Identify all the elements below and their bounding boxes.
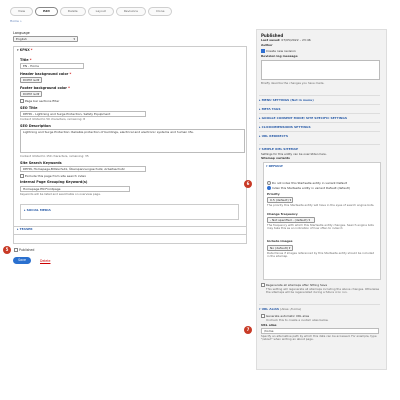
tab-clone[interactable]: Clone (148, 7, 173, 16)
regen-row[interactable]: Regenerate all sitemaps after hitting Save (261, 283, 327, 288)
gen-alias-hint: Uncheck this to create a custom alias below. (266, 318, 329, 322)
default-toggle[interactable]: ▾ DEFAULT (266, 164, 283, 168)
title-input[interactable]: EN - Home (20, 63, 84, 69)
social-media-toggle[interactable]: ▸ SOCIAL MEDIA (24, 208, 51, 212)
opt-no-radio[interactable] (267, 181, 271, 185)
site-search-label: Site Search Keywords (20, 161, 62, 165)
url-redirects-row[interactable]: ▸ URL REDIRECTS (259, 131, 380, 139)
chevron-right-icon: ▸ (17, 227, 20, 231)
social-media-panel (20, 204, 239, 220)
regen-checkbox[interactable] (261, 283, 265, 287)
seo-title-label: SEO Title (20, 106, 38, 110)
delete-link[interactable]: Delete (40, 259, 51, 263)
url-alias-hint: Specify an alternative path by which this data can be accessed. For example, type "/about" when writing an about page. (261, 334, 377, 342)
site-search-input[interactable]: DEHN, Homepage,Blitzschutz, Überspannungsschutz, Arbeitsschutz (20, 166, 146, 172)
chevron-down-icon: ▾ (73, 37, 75, 41)
tab-edit[interactable]: Edit (35, 7, 58, 16)
sidebar-status: Published (261, 33, 284, 38)
seo-desc-textarea[interactable]: Lightning and Surge Protection: Reliable protection of buildings, electrical and electronic systems and human life. (20, 129, 245, 153)
opt-yes-radio[interactable] (267, 186, 271, 190)
language-select[interactable] (13, 36, 78, 42)
freq-select[interactable]: - Not specified - (default) ▾ (267, 217, 315, 223)
header-bg-select[interactable]: DCPM red▾ (20, 77, 42, 83)
tab-revisions[interactable]: Revisions (116, 7, 146, 16)
internal-hint: Keywords will be listed and searchable on overview page. (20, 192, 101, 196)
menu-settings-row[interactable]: ▸ MENU SETTINGS (Not in menu) (259, 95, 380, 103)
page-bar-checkbox[interactable] (20, 99, 24, 103)
page-bar-row[interactable]: Page bar sections filter (20, 99, 59, 104)
step-badge-7: 7 (244, 326, 252, 334)
kpnx-heading[interactable]: ▾ KPNX * (17, 48, 33, 52)
chevron-down-icon: ▾ (17, 48, 20, 52)
language-label: Language (13, 31, 30, 35)
seo-title-input[interactable]: DEHN – Lightning and Surge Protection, Safety Equipment (20, 111, 146, 117)
exclude-checkbox[interactable] (20, 174, 24, 178)
teaser-panel (13, 226, 247, 235)
new-revision-checkbox[interactable] (261, 49, 265, 53)
tab-layout[interactable]: Layout (88, 7, 114, 16)
internal-label: Internal Page Grouping Keyword(s) (20, 180, 88, 184)
local-tabs (10, 7, 172, 16)
footer-bg-label: Footer background color * (20, 86, 70, 90)
published-checkbox[interactable] (14, 248, 18, 252)
images-hint: Determines if images referenced by this Startseite entity should be included in the sitemap. (267, 251, 375, 259)
seo-desc-label: SEO Description (20, 124, 51, 128)
revlog-label: Revision log message (261, 54, 298, 58)
freq-label: Change frequency (267, 212, 298, 216)
images-label: Include images (267, 239, 293, 243)
tab-view[interactable]: View (10, 7, 33, 16)
author-label: Author (261, 43, 273, 47)
teaser-toggle[interactable]: ▸ TEASER (17, 227, 33, 231)
sitemap-variants: Sitemap variants (261, 156, 290, 160)
chevron-right-icon: ▸ (24, 208, 27, 212)
opt-yes-row[interactable]: Index this Startseite entity in variant Default (default) (267, 186, 350, 191)
regen-hint: This setting will regenerate all sitemaps including the above changes. Otherwise the sitemaps will be regenerated during a future cron run. (266, 287, 380, 295)
seo-desc-hint: Content limited to 150 characters, remaining: 35 (20, 154, 89, 158)
published-row[interactable]: Published (14, 248, 34, 252)
step-badge-6: 6 (244, 180, 252, 188)
last-saved: Last saved: 07/05/2022 – 23:46 (261, 38, 311, 42)
clickdimensions-row[interactable]: ▸ CLICKDIMENSIONS SETTINGS (259, 122, 380, 130)
new-revision-row[interactable]: Create new revision (261, 49, 296, 54)
footer-bg-select[interactable]: DCPM red▾ (20, 91, 42, 97)
url-alias-label: URL alias (261, 323, 277, 327)
priority-hint: The priority this Startseite entity will have in the eyes of search engine bots. (267, 203, 375, 207)
url-alias-toggle[interactable]: ▾ URL ALIAS (Alias: /home) (259, 304, 380, 312)
exclude-row[interactable]: Exclude this page from site search index (20, 174, 86, 179)
url-alias-input[interactable]: /home (261, 328, 379, 334)
save-button[interactable]: Save (13, 257, 31, 264)
seo-title-hint: Content limited to 50 characters, remaining: 8 (20, 117, 86, 121)
priority-label: Priority (267, 192, 280, 196)
consent-row[interactable]: ▸ GOOGLE CONSENT MODE/ SITE SPECIFIC SETTINGS (259, 113, 380, 121)
title-label: Title * (20, 58, 32, 62)
meta-tags-row[interactable]: ▸ META TAGS (259, 104, 380, 112)
sitemap-toggle[interactable]: ▾ SIMPLE XML SITEMAP (259, 144, 380, 152)
revlog-textarea[interactable] (261, 60, 380, 80)
opt-no-row[interactable]: Do not index this Startseite entity in variant Default (267, 181, 347, 186)
gen-alias-checkbox[interactable] (261, 314, 265, 318)
revlog-hint: Briefly describe the changes you have made. (261, 81, 325, 85)
sitemap-desc: Settings for this entity can be overridden here. (261, 152, 327, 156)
header-bg-label: Header background color * (20, 72, 72, 76)
freq-hint: The frequency with which this Startseite entity changes. Search engine bots may take this as an indication of how often to index it. (267, 223, 374, 231)
priority-select[interactable]: 0.5 (default) ▾ (267, 197, 293, 203)
internal-input[interactable]: Homepage EN Frontpage (20, 186, 130, 192)
language-value: English (16, 37, 27, 41)
breadcrumb[interactable]: Home » (10, 19, 22, 23)
gen-alias-row[interactable]: Generate automatic URL alias (261, 314, 309, 319)
tab-delete[interactable]: Delete (60, 7, 86, 16)
images-select[interactable]: No (default) ▾ (267, 245, 293, 251)
step-badge-5: 5 (3, 246, 11, 254)
